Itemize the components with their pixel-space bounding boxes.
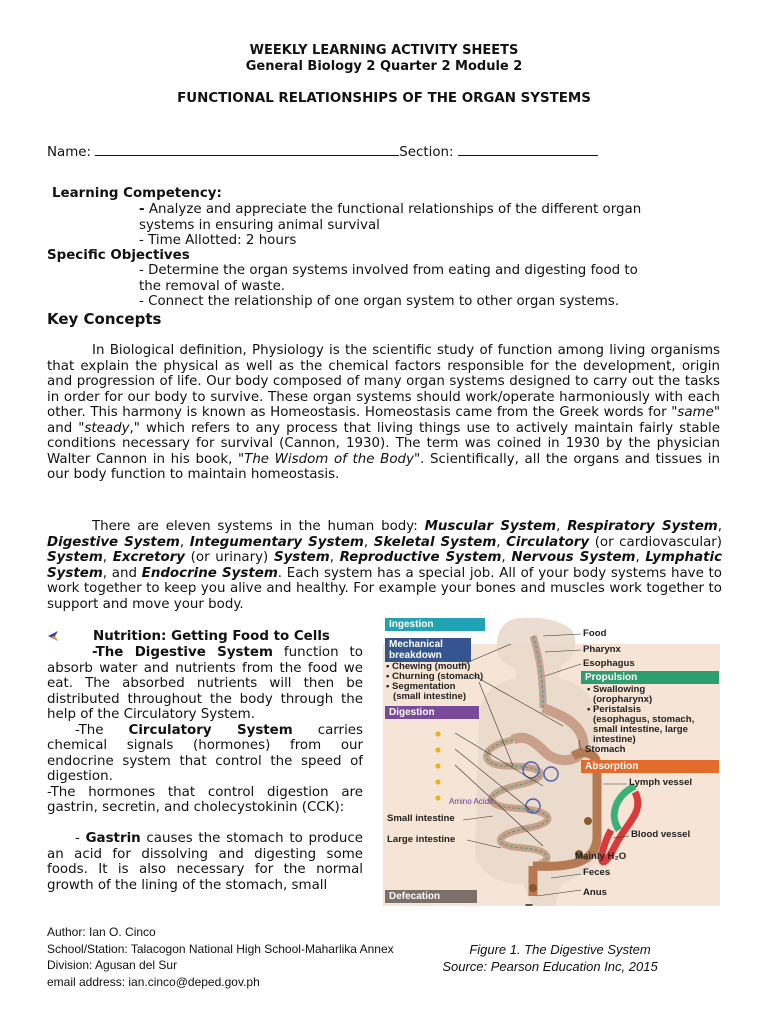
footer-info [47, 924, 394, 990]
paragraph-eleven-systems: There are eleven systems in the human body: Muscular System, Respiratory System, Digestive System, Integumentary System, Skeletal System, Circulatory (or cardiovascular) System, Excretory (or urinary) System, Reproductive System, Nervous System, Lymphatic System, and Endocrine System. Each system has a special job. All of your body systems have to work together to keep you alive and healthy. For example your bones and muscles work together to support and move your body. [47, 519, 723, 612]
figure-source: Source: Pearson Education Inc, 2015 [442, 959, 658, 974]
name-label: Name: [47, 145, 92, 160]
objectives-heading: Specific Objectives [47, 248, 190, 263]
key-concepts-heading: Key Concepts [47, 310, 162, 328]
label-oropharynx: (oropharynx) [593, 694, 653, 705]
label-blood-vessel: Blood vessel [631, 829, 691, 840]
label-small-intestine-paren: (small intestine) [393, 691, 467, 702]
stage-defecation: Defecation [385, 890, 477, 903]
label-peristalsis-3: intestine) [593, 734, 636, 745]
label-esophagus: Esophagus [583, 658, 635, 669]
label-peristalsis: • Peristalsis [587, 704, 642, 715]
label-feces: Feces [583, 867, 611, 878]
label-anus: Anus [583, 887, 607, 898]
digestive-system-figure [383, 616, 720, 906]
stage-propulsion: Propulsion [581, 671, 719, 684]
nutrition-text: -The Digestive System function to absorb water and nutrients from the food we eat. The absorbed nutrients will then be distributed throughout the body through the help of the Circulatory System. -The Circulatory System carries chemical signals (hormones) from our endocrine system that control the speed of digestion. -The hormones that control digestion are gastrin, secretin, and cholecystokinin (CCK): - Gastrin causes the stomach to produce an acid for dissolving and digesting some foods. It is also necessary for the normal growth of the lining of the stomach, small [47, 645, 363, 893]
nutrition-heading: Nutrition: Getting Food to Cells [93, 629, 330, 644]
stage-absorption: Absorption [581, 760, 719, 773]
sheet-label: WEEKLY LEARNING ACTIVITY SHEETS [249, 43, 519, 58]
label-food: Food [583, 628, 607, 639]
page-title: FUNCTIONAL RELATIONSHIPS OF THE ORGAN SYSTEMS [177, 91, 591, 106]
stage-digestion: Digestion [385, 706, 479, 719]
name-field[interactable] [95, 143, 399, 156]
competency-list: - Analyze and appreciate the functional relationships of the different organ systems in ensuring animal survival - Time Allotted: 2 hours [139, 202, 642, 248]
footer-division: Division: Agusan del Sur [47, 958, 178, 972]
label-stomach: Stomach [585, 744, 626, 755]
figure-caption: Figure 1. The Digestive System [469, 942, 651, 957]
label-churning: • Churning (stomach) [386, 671, 484, 682]
label-segmentation: • Segmentation [386, 681, 456, 692]
name-section-row [47, 143, 598, 161]
label-chewing: • Chewing (mouth) [386, 661, 471, 672]
label-peristalsis-1: (esophagus, stomach, [593, 714, 695, 725]
label-large-intestine: Large intestine [387, 834, 456, 845]
objectives-list: - Determine the organ systems involved from eating and digesting food to the removal of waste. - Connect the relationship of one organ system to other organ systems. [139, 263, 638, 309]
bullet-arrow-icon [46, 628, 60, 642]
label-small-intestine: Small intestine [387, 813, 455, 824]
section-field[interactable] [458, 143, 598, 156]
label-lymph-vessel: Lymph vessel [629, 777, 693, 788]
footer-email: email address: ian.cinco@deped.gov.ph [47, 974, 260, 989]
paragraph-homeostasis: In Biological definition, Physiology is the scientific study of function among living organisms that explain the physical as well as the chemical factors responsible for the development, origin and progression of life. Our body composed of many organ systems designed to carry out the tasks in order for our body to survive. These organ systems should work/operate harmoniously with each other. This harmony is known as Homeostasis. Homeostasis came from the Greek words for "same" and "steady," which refers to any process that living things use to actively maintain fairly stable conditions necessary for survival (Cannon, 1930). The term was coined in 1930 by the physician Walter Cannon in his book, "The Wisdom of the Body". Scientifically, all the organs and tissues in our body function to maintain homeostasis. [47, 343, 720, 482]
label-swallowing: • Swallowing [587, 684, 646, 695]
label-amino-acids: Amino Acids [449, 797, 494, 806]
label-peristalsis-2: small intestine, large [593, 724, 688, 735]
footer-author: Author: Ian O. Cinco [47, 925, 156, 939]
label-mainly-water: Mainly H₂O [575, 851, 627, 862]
stage-ingestion: Ingestion [385, 618, 485, 631]
section-label: Section: [399, 145, 454, 160]
stage-mechanical: Mechanical breakdown [385, 638, 471, 662]
label-pharynx: Pharynx [583, 644, 621, 655]
competency-heading: Learning Competency: [52, 186, 222, 201]
module-label: General Biology 2 Quarter 2 Module 2 [245, 59, 523, 74]
footer-school: School/Station: Talacogon National High School-Maharlika Annex [47, 941, 394, 956]
